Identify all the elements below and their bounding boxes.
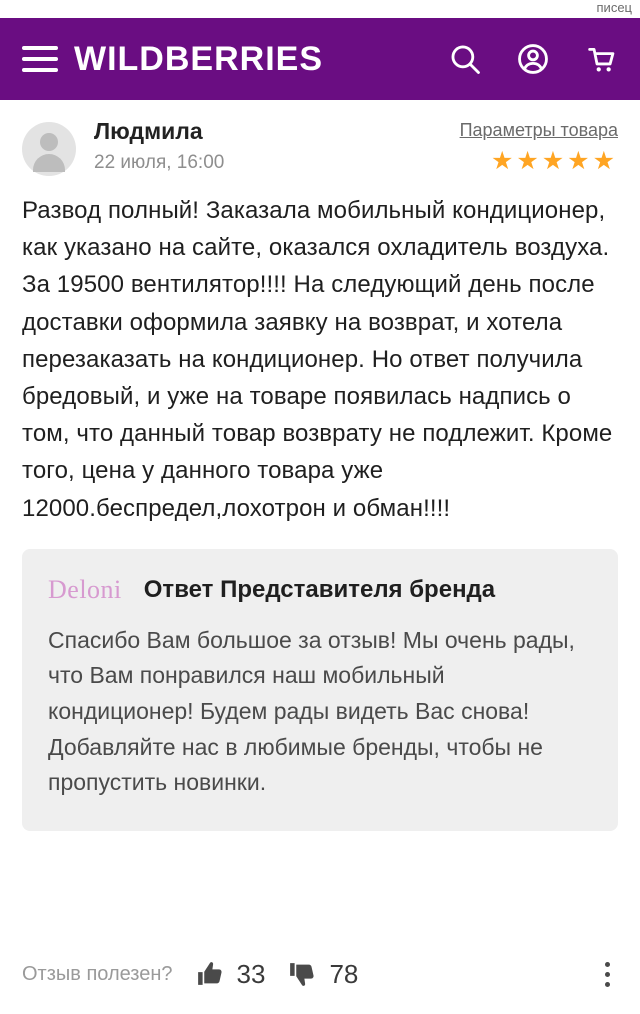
review-author: Людмила: [94, 118, 203, 144]
review-footer: [0, 934, 640, 1014]
review-text: Развод полный! Заказала мобильный кондиционер, как указано на сайте, оказался охладитель воздуха. За 19500 вентилятор!!!! На следующий день после доставки оформила заявку на возврат, и хотела перезаказать на кондиционер. Но ответ получила бредовый, и уже на товаре появилась надпись о том, что данный товар возврату не подлежит. Кроме того, цена у данного товара уже 12000.беспредел,лохотрон и обман!!!!: [22, 197, 613, 522]
brand-name-logo: Deloni: [48, 574, 122, 604]
avatar: [22, 122, 76, 176]
review-header: [22, 118, 618, 176]
thumbs-down-icon[interactable]: [287, 959, 317, 989]
cart-icon[interactable]: [584, 42, 618, 76]
product-params-link[interactable]: Параметры товара: [459, 120, 618, 140]
search-icon[interactable]: [448, 42, 482, 76]
app-header: [0, 18, 640, 100]
brand-answer-title: Ответ Представителя бренда: [143, 575, 496, 603]
dislike-count: 78: [329, 958, 359, 989]
header-actions: [448, 42, 618, 76]
review-date: 22 июля, 16:00: [94, 151, 225, 173]
like-button[interactable]: [195, 959, 266, 990]
brand-answer-text: Спасибо Вам большое за отзыв! Мы очень рады, что Вам понравился наш мобильный кондиционер! Будем рады видеть Вас снова! Добавляйте нас в любимые бренды, чтобы не пропустить новинки.: [48, 626, 575, 796]
more-options-icon[interactable]: [597, 958, 618, 991]
brand-logo[interactable]: WILDBERRIES: [74, 39, 323, 78]
watermark-strip: [0, 0, 640, 18]
like-count: 33: [236, 958, 266, 989]
hamburger-menu-icon[interactable]: [22, 46, 58, 72]
rating-stars: ★★★★★: [490, 147, 618, 175]
dislike-button[interactable]: [287, 959, 358, 990]
watermark-text: писец: [596, 0, 632, 15]
review-meta: [460, 118, 618, 174]
brand-answer-card: [22, 549, 618, 831]
thumbs-up-icon[interactable]: [195, 959, 225, 989]
author-info: [94, 118, 460, 174]
account-icon[interactable]: [516, 42, 550, 76]
useful-label: Отзыв полезен?: [22, 962, 173, 985]
brand-answer-header: [48, 575, 592, 605]
review-block: [0, 100, 640, 527]
